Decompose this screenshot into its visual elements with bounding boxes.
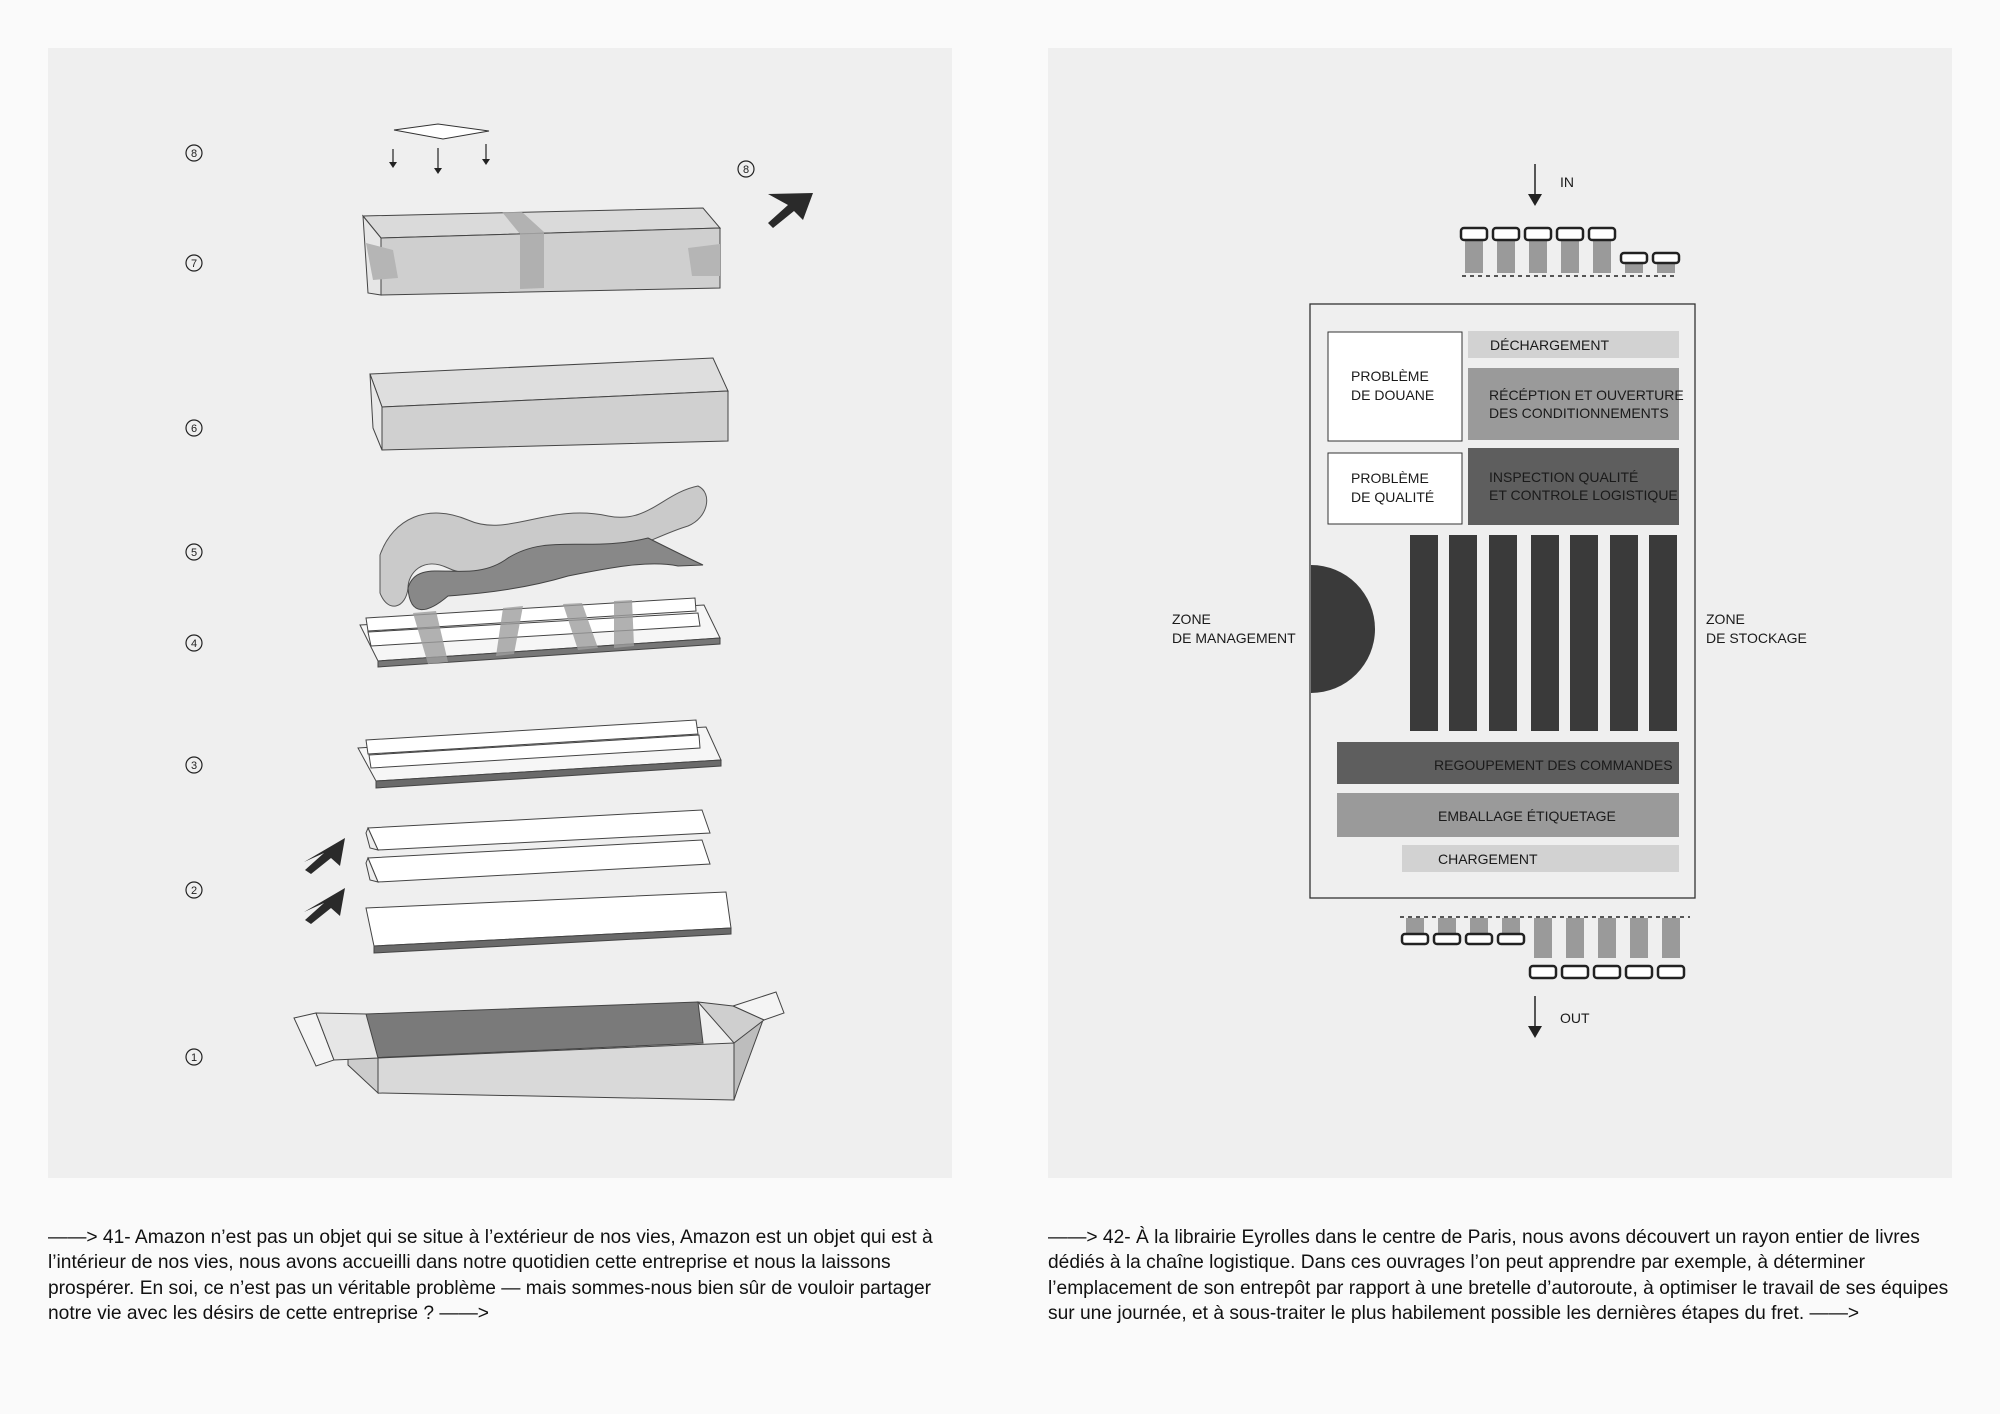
step-marker-1 <box>186 1049 202 1065</box>
step-marker-label: 7 <box>190 258 198 270</box>
truck-icon <box>1562 918 1588 978</box>
label-sheet <box>389 124 490 174</box>
incoming-trucks <box>1461 228 1679 276</box>
unloading-label: DÉCHARGEMENT <box>1490 337 1610 353</box>
open-box <box>294 992 784 1100</box>
storage-rack <box>1570 535 1598 731</box>
step-marker-5 <box>186 544 202 560</box>
step-marker-label: 1 <box>190 1052 198 1064</box>
customs-problem-line2: DE DOUANE <box>1351 387 1435 403</box>
reception-bar <box>1468 368 1684 440</box>
step-marker-6 <box>186 420 202 436</box>
packing-bar <box>1337 793 1679 837</box>
truck-icon <box>1653 253 1679 273</box>
in-label: IN <box>1560 174 1574 190</box>
storage-rack <box>1489 535 1517 731</box>
truck-icon <box>1498 918 1524 944</box>
zone-storage-line1: ZONE <box>1706 611 1745 627</box>
books-tray <box>358 720 721 788</box>
loading-label: CHARGEMENT <box>1438 851 1538 867</box>
customs-problem-line1: PROBLÈME <box>1351 368 1429 384</box>
storage-rack <box>1410 535 1438 731</box>
step-marker-label: 8 <box>742 164 750 176</box>
out-arrow-icon <box>1528 996 1542 1038</box>
step-marker-4 <box>186 635 202 651</box>
grouping-label: REGOUPEMENT DES COMMANDES <box>1434 757 1673 773</box>
loose-books <box>366 810 731 953</box>
step-marker-8-right <box>738 161 754 177</box>
truck-icon <box>1530 918 1556 978</box>
storage-rack <box>1649 535 1677 731</box>
arrow-icon <box>768 193 813 228</box>
quality-problem-box <box>1328 453 1462 524</box>
truck-icon <box>1434 918 1460 944</box>
inspection-line2: ET CONTROLE LOGISTIQUE <box>1489 487 1678 503</box>
reception-line1: RÉCÉPTION ET OUVERTURE <box>1489 387 1684 403</box>
step-marker-label: 2 <box>190 885 198 897</box>
storage-rack <box>1531 535 1559 731</box>
storage-rack <box>1610 535 1638 731</box>
truck-icon <box>1589 228 1615 273</box>
step-marker-label: 6 <box>190 423 198 435</box>
quality-problem-line1: PROBLÈME <box>1351 470 1429 486</box>
truck-icon <box>1626 918 1652 978</box>
truck-icon <box>1493 228 1519 273</box>
out-label: OUT <box>1560 1010 1590 1026</box>
step-marker-label: 4 <box>190 638 198 650</box>
truck-icon <box>1594 918 1620 978</box>
truck-icon <box>1621 253 1647 273</box>
in-arrow-icon <box>1528 164 1542 206</box>
inspection-line1: INSPECTION QUALITÉ <box>1489 469 1639 485</box>
step-marker-8 <box>186 145 202 161</box>
arrow-icon <box>304 838 345 924</box>
storage-racks <box>1410 535 1677 731</box>
step-marker-label: 3 <box>190 760 198 772</box>
truck-icon <box>1658 918 1684 978</box>
closed-box <box>370 358 728 450</box>
unloading-bar <box>1468 331 1679 358</box>
warehouse-flow-diagram <box>1048 48 1952 1178</box>
reception-line2: DES CONDITIONNEMENTS <box>1489 405 1669 421</box>
truck-icon <box>1402 918 1428 944</box>
step-marker-2 <box>186 882 202 898</box>
zone-management-line1: ZONE <box>1172 611 1211 627</box>
packaging-exploded-diagram <box>48 48 952 1178</box>
truck-icon <box>1461 228 1487 273</box>
zone-storage-line2: DE STOCKAGE <box>1706 630 1807 646</box>
loading-bar <box>1402 845 1679 872</box>
outgoing-trucks <box>1400 917 1690 978</box>
taped-box <box>363 208 720 295</box>
quality-problem-line2: DE QUALITÉ <box>1351 489 1435 505</box>
caption-41: ——> 41- Amazon n’est pas un objet qui se situe à l’extérieur de nos vies, Amazon est un objet qui est à l’intérieur de nos vies, nous avons accueilli dans notre quotidien cette entreprise et nous la laissons prospérer. En soi, ce n’est pas un véritable problème — mais sommes-nous bien sûr de vouloir partager notre vie avec les désirs de cette entreprise ? ——> <box>48 1227 933 1324</box>
storage-rack <box>1449 535 1477 731</box>
grouping-bar <box>1337 742 1679 784</box>
paper-filling <box>380 486 707 610</box>
taped-books-tray <box>360 598 720 667</box>
step-marker-label: 8 <box>190 148 198 160</box>
step-marker-3 <box>186 757 202 773</box>
step-marker-7 <box>186 255 202 271</box>
truck-icon <box>1466 918 1492 944</box>
caption-42: ——> 42- À la librairie Eyrolles dans le centre de Paris, nous avons découvert un rayon entier de livres dédiés à la chaîne logistique. Dans ces ouvrages l’on peut apprendre par exemple, à déterminer l’emplacement de son entrepôt par rapport à une bretelle d’autoroute, à optimiser le travail de ses équipes sur une journée, et à sous-traiter le plus habilement possible les dernières étapes du fret. ——> <box>1048 1227 1949 1324</box>
truck-icon <box>1557 228 1583 273</box>
customs-problem-box <box>1328 332 1462 441</box>
truck-icon <box>1525 228 1551 273</box>
step-marker-label: 5 <box>190 547 198 559</box>
packing-label: EMBALLAGE ÉTIQUETAGE <box>1438 808 1616 824</box>
zone-management-line2: DE MANAGEMENT <box>1172 630 1296 646</box>
inspection-bar <box>1468 448 1679 525</box>
